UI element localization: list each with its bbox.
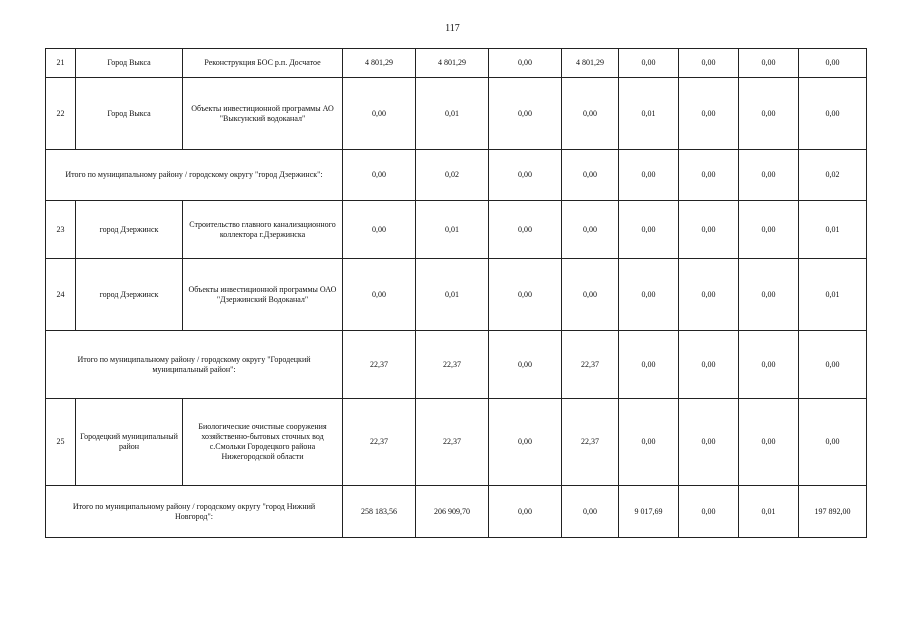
value-cell: 0,00 <box>739 331 799 399</box>
value-cell: 0,00 <box>679 49 739 78</box>
value-cell: 0,00 <box>739 150 799 201</box>
value-cell: 22,37 <box>416 331 489 399</box>
total-label-cell: Итого по муниципальному району / городскому округу "город Нижний Новгород": <box>46 486 343 538</box>
object-cell: Биологические очистные сооружения хозяйственно-бытовых сточных вод с.Смольки Городецкого района Нижегородской области <box>183 399 343 486</box>
value-cell: 0,00 <box>562 78 619 150</box>
value-cell: 0,00 <box>739 49 799 78</box>
value-cell: 0,01 <box>416 78 489 150</box>
value-cell: 0,02 <box>799 150 867 201</box>
value-cell: 0,00 <box>739 78 799 150</box>
value-cell: 0,00 <box>562 150 619 201</box>
value-cell: 0,00 <box>489 259 562 331</box>
value-cell: 0,00 <box>679 78 739 150</box>
value-cell: 0,00 <box>489 49 562 78</box>
value-cell: 0,00 <box>562 259 619 331</box>
object-cell: Объекты инвестиционной программы ОАО "Дзержинский Водоканал" <box>183 259 343 331</box>
value-cell: 9 017,69 <box>619 486 679 538</box>
value-cell: 22,37 <box>416 399 489 486</box>
value-cell: 206 909,70 <box>416 486 489 538</box>
value-cell: 22,37 <box>343 331 416 399</box>
value-cell: 0,00 <box>489 331 562 399</box>
total-row <box>46 150 867 201</box>
value-cell: 0,00 <box>619 259 679 331</box>
value-cell: 0,00 <box>562 201 619 259</box>
value-cell: 0,00 <box>799 399 867 486</box>
table-row <box>46 201 867 259</box>
table-body <box>46 49 867 538</box>
value-cell: 0,00 <box>679 331 739 399</box>
value-cell: 0,00 <box>619 49 679 78</box>
row-number-cell: 23 <box>46 201 76 259</box>
table-row <box>46 399 867 486</box>
value-cell: 0,00 <box>343 259 416 331</box>
total-label-cell: Итого по муниципальному району / городскому округу "город Дзержинск": <box>46 150 343 201</box>
value-cell: 0,00 <box>799 49 867 78</box>
value-cell: 4 801,29 <box>562 49 619 78</box>
total-row <box>46 331 867 399</box>
value-cell: 0,00 <box>489 486 562 538</box>
value-cell: 0,00 <box>489 399 562 486</box>
value-cell: 0,00 <box>489 78 562 150</box>
value-cell: 0,00 <box>562 486 619 538</box>
budget-table <box>45 48 867 538</box>
value-cell: 0,01 <box>416 201 489 259</box>
value-cell: 0,00 <box>489 201 562 259</box>
value-cell: 0,00 <box>739 259 799 331</box>
value-cell: 258 183,56 <box>343 486 416 538</box>
municipality-cell: город Дзержинск <box>76 201 183 259</box>
value-cell: 0,01 <box>799 259 867 331</box>
value-cell: 4 801,29 <box>416 49 489 78</box>
value-cell: 22,37 <box>562 331 619 399</box>
value-cell: 0,02 <box>416 150 489 201</box>
value-cell: 0,00 <box>679 486 739 538</box>
value-cell: 22,37 <box>562 399 619 486</box>
value-cell: 0,00 <box>799 331 867 399</box>
value-cell: 22,37 <box>343 399 416 486</box>
row-number-cell: 22 <box>46 78 76 150</box>
value-cell: 0,00 <box>619 150 679 201</box>
value-cell: 0,01 <box>739 486 799 538</box>
value-cell: 0,00 <box>679 201 739 259</box>
value-cell: 0,00 <box>619 331 679 399</box>
value-cell: 0,00 <box>739 201 799 259</box>
value-cell: 4 801,29 <box>343 49 416 78</box>
value-cell: 0,00 <box>739 399 799 486</box>
value-cell: 0,00 <box>679 150 739 201</box>
value-cell: 0,01 <box>619 78 679 150</box>
municipality-cell: Город Выкса <box>76 78 183 150</box>
value-cell: 197 892,00 <box>799 486 867 538</box>
value-cell: 0,00 <box>679 259 739 331</box>
value-cell: 0,00 <box>343 78 416 150</box>
row-number-cell: 24 <box>46 259 76 331</box>
page-number: 117 <box>445 23 460 34</box>
object-cell: Объекты инвестиционной программы АО "Выксунский водоканал" <box>183 78 343 150</box>
municipality-cell: Город Выкса <box>76 49 183 78</box>
value-cell: 0,00 <box>343 201 416 259</box>
value-cell: 0,00 <box>679 399 739 486</box>
object-cell: Реконструкция БОС р.п. Досчатое <box>183 49 343 78</box>
object-cell: Строительство главного канализационного коллектора г.Дзержинска <box>183 201 343 259</box>
total-label-cell: Итого по муниципальному району / городскому округу "Городецкий муниципальный район": <box>46 331 343 399</box>
row-number-cell: 25 <box>46 399 76 486</box>
value-cell: 0,01 <box>416 259 489 331</box>
value-cell: 0,01 <box>799 201 867 259</box>
row-number-cell: 21 <box>46 49 76 78</box>
value-cell: 0,00 <box>799 78 867 150</box>
value-cell: 0,00 <box>619 201 679 259</box>
municipality-cell: Городецкий муниципальный район <box>76 399 183 486</box>
value-cell: 0,00 <box>489 150 562 201</box>
value-cell: 0,00 <box>619 399 679 486</box>
total-row <box>46 486 867 538</box>
value-cell: 0,00 <box>343 150 416 201</box>
table-row <box>46 259 867 331</box>
table-row <box>46 78 867 150</box>
municipality-cell: город Дзержинск <box>76 259 183 331</box>
table-row <box>46 49 867 78</box>
